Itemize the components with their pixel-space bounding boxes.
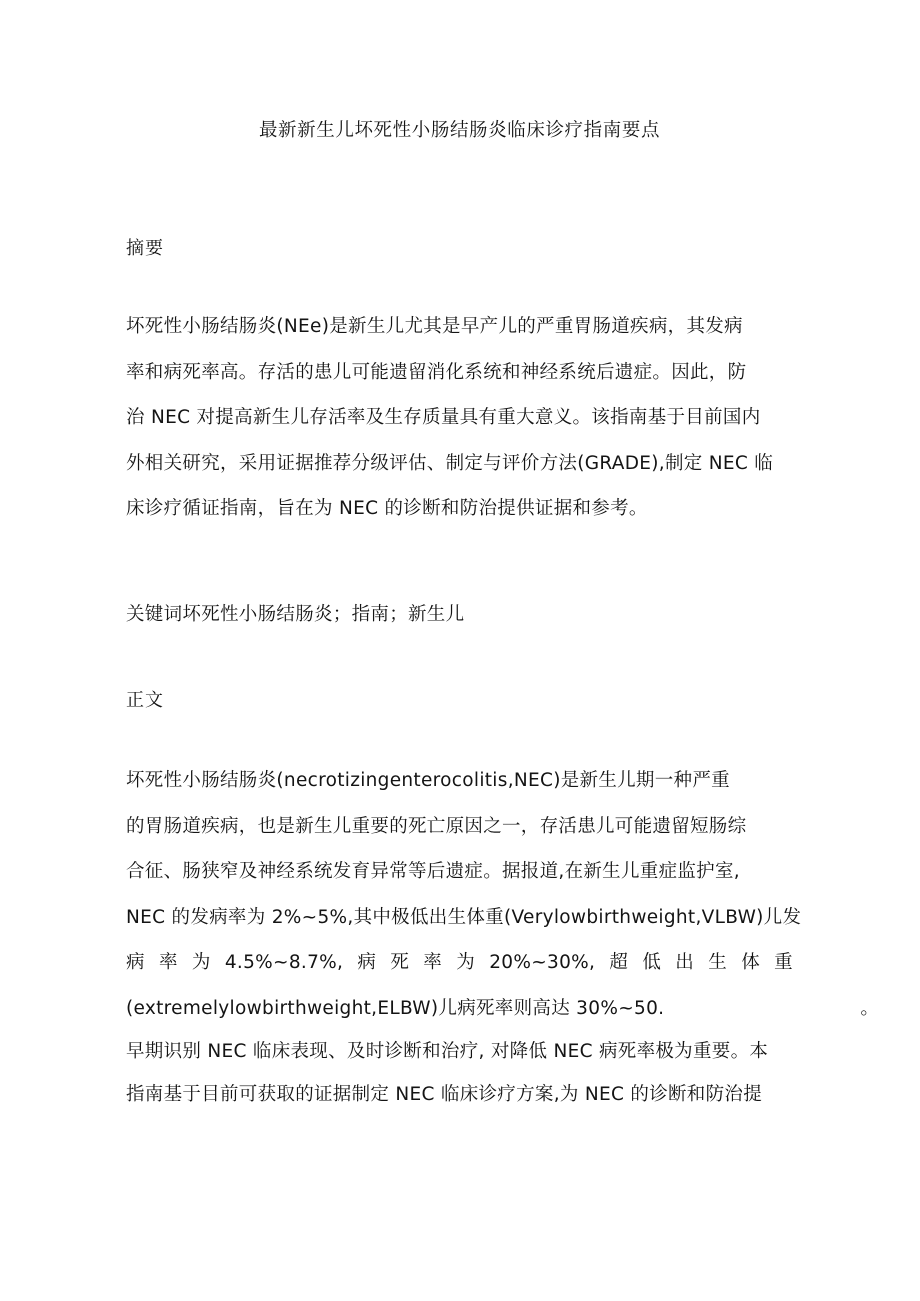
abstract-line: 坏死性小肠结肠炎(NEe)是新生儿尤其是早产儿的严重胃肠道疾病，其发病 — [126, 316, 743, 338]
abstract-paragraph — [126, 261, 793, 532]
abstract-line: 治 NEC 对提高新生儿存活率及生存质量具有重大意义。该指南基于目前国内 — [126, 407, 761, 429]
abstract-line: 床诊疗循证指南，旨在为 NEC 的诊断和防治提供证据和参考。 — [126, 498, 648, 520]
body-segment: 重 — [774, 952, 793, 974]
body-line-elbw — [126, 986, 880, 1032]
section-heading-main-text: 正文 — [126, 690, 164, 712]
section-heading-abstract: 摘要 — [126, 237, 164, 259]
keywords-line: 关键词坏死性小肠结肠炎；指南；新生儿 — [126, 603, 465, 625]
keywords-block — [126, 532, 793, 638]
body-segment: 为 — [191, 952, 211, 974]
body-line: 早期识别 NEC 临床表现、及时诊断和治疗, 对降低 NEC 病死率极为重要。本 — [126, 1041, 769, 1063]
body-line: 合征、肠狭窄及神经系统发育异常等后遗症。据报道,在新生儿重症监护室, — [126, 861, 740, 883]
body-segment: 出 — [675, 952, 695, 974]
body-segment: 病 — [357, 952, 377, 974]
body-line: 指南基于目前可获取的证据制定 NEC 临床诊疗方案,为 NEC 的诊断和防治提 — [126, 1084, 762, 1106]
body-segment: 超 — [609, 952, 629, 974]
body-segment: 为 — [456, 952, 476, 974]
body-segment: 病 — [126, 952, 145, 974]
body-line: 坏死性小肠结肠炎(necrotizingenterocolitis,NEC)是新生儿期一种严重 — [126, 770, 730, 792]
body-segment: 生 — [708, 952, 728, 974]
body-segment: 4.5%~8.7%, — [224, 952, 344, 974]
body-segment: 率 — [423, 952, 443, 974]
body-line-elbw-text: (extremelylowbirthweight,ELBW)儿病死率则高达 30%~50. — [126, 997, 665, 1019]
abstract-line: 外相关研究，采用证据推荐分级评估、制定与评价方法(GRADE),制定 NEC 临 — [126, 452, 774, 474]
main-paragraph — [126, 713, 880, 1118]
document-content-column — [126, 0, 880, 1118]
body-segment: 死 — [390, 952, 410, 974]
body-line: 的胃肠道疾病，也是新生儿重要的死亡原因之一，存活患儿可能遗留短肠综 — [126, 815, 747, 837]
body-segment: 20%~30%, — [489, 952, 596, 974]
body-segment: 率 — [158, 952, 178, 974]
body-line-elbw-period: 。 — [860, 997, 880, 1019]
body-line-justified — [126, 940, 793, 986]
body-segment: 体 — [741, 952, 760, 974]
page-title: 最新新生儿坏死性小肠结肠炎临床诊疗指南要点 — [258, 120, 661, 141]
body-line: NEC 的发病率为 2%~5%,其中极低出生体重(Verylowbirthweight,VLBW)儿发 — [126, 906, 802, 928]
abstract-line: 率和病死率高。存活的患儿可能遗留消化系统和神经系统后遗症。因此，防 — [126, 361, 747, 383]
body-segment: 低 — [642, 952, 662, 974]
